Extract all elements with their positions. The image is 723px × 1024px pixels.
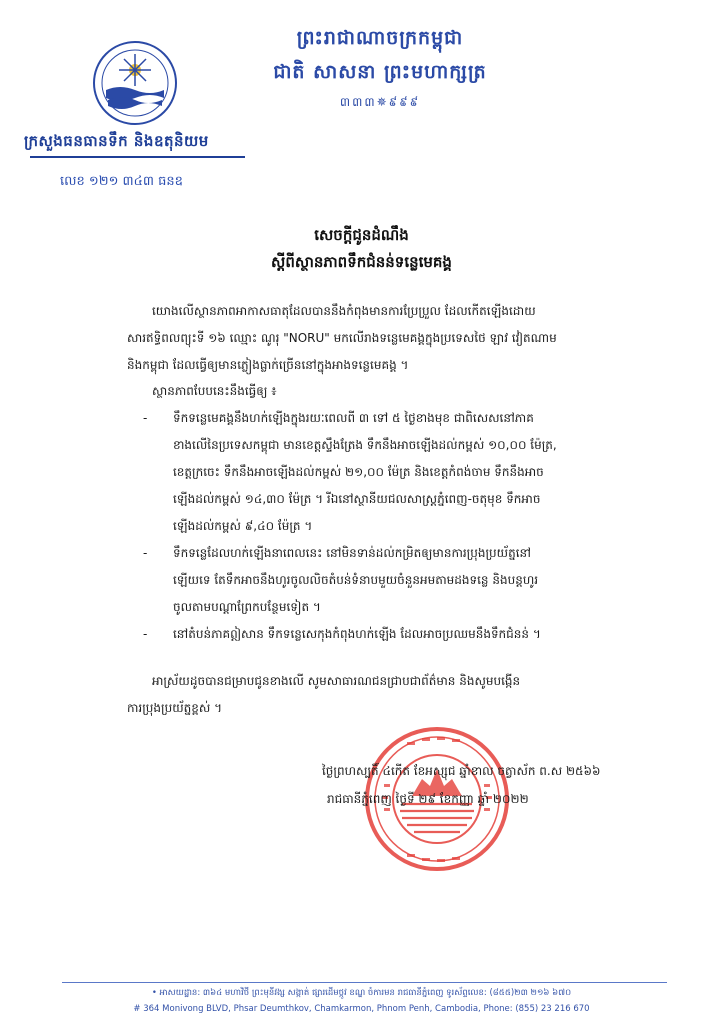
paragraph-line: សារឥទ្ធិពលព្យុះទី ១៦ ឈ្មោះ ណូរុ "NORU" មកលើរាងទន្លេមេគង្គក្នុងប្រទេសថៃ ឡាវ វៀតណាម <box>127 331 557 345</box>
list-item <box>143 405 663 540</box>
ministry-logo-icon <box>92 40 178 126</box>
list-item <box>143 540 663 621</box>
solar-date: រាជធានីភ្នំពេញ ថ្ងៃទី ២៩ ខែកញ្ញា ឆ្នាំ ២០២២ <box>327 792 529 806</box>
ornament-line: ៣៣៣✵៩៩៩ <box>339 95 421 109</box>
notice-subtitle: ស្តីពីស្ថានភាពទឹកជំនន់ទន្លេមេគង្គ <box>271 253 452 271</box>
closing-paragraph <box>127 668 657 722</box>
paragraph-line: អាស្រ័យដូចបានជម្រាបជូនខាងលើ សូមសាធារណជនជ្រាបជាព័ត៌មាន និងសូមបង្កើន <box>152 674 521 688</box>
reference-number: លេខ ១២១ ៣៤៣ ធនឧ <box>60 174 183 189</box>
situation-intro: ស្ថានភាពបែបនេះនឹងធ្វើឲ្យ ៖ <box>152 384 277 398</box>
footer-address-kh: • អាសយដ្ឋាន: ៣៦៤ មហាវិថី ព្រះមុនីវង្ស សង្កាត់ ផ្សារដើមថ្កូវ ខណ្ឌ ចំការមន រាជធានីភ្នំពេញ ទូរស័ព្ទលេខ: (៨៥៥)២៣ ២១៦ ៦៧០ <box>151 988 572 998</box>
intro-paragraph <box>127 298 657 379</box>
paragraph-line: និងកម្ពុជា ដែលធ្វើឲ្យមានភ្លៀងធ្លាក់ច្រើននៅក្នុងអាងទន្លេមេគង្គ ។ <box>127 358 409 372</box>
impact-list <box>143 405 663 648</box>
royal-header <box>230 26 530 112</box>
footer-address-en: # 364 Monivong BLVD, Phsar Deumthkov, Chamkarmon, Phnom Penh, Cambodia, Phone: (855) 23 216 670 <box>133 1004 590 1014</box>
list-line: - ទឹកទន្លេដែលហក់ឡើងនាពេលនេះ នៅមិនទាន់ដល់កម្រិតឲ្យមានការប្រុងប្រយ័ត្ននៅ <box>173 546 531 560</box>
list-line: ឡើងដល់កម្ពស់ ១៤,៣០ ម៉ែត្រ ។ រីឯនៅស្ថានីយជលសាស្ត្រភ្នំពេញ-ចតុមុខ ទឹកអាច <box>173 492 541 506</box>
list-line: ឡើងដល់កម្ពស់ ៩,៤០ ម៉ែត្រ ។ <box>173 519 313 533</box>
list-line: ឡើយទេ តែទឹកអាចនឹងហូរចូលលិចតំបន់ទំនាបមួយចំនួនអមតាមដងទន្លេ និងបន្តហូរ <box>173 573 539 587</box>
list-line: - នៅតំបន់ភាគឦសាន ទឹកទន្លេសេកុងកំពុងហក់ឡើង ដែលអាចប្រឈមនឹងទឹកជំនន់ ។ <box>173 627 541 641</box>
paragraph-line: ការប្រុងប្រយ័ត្នខ្ពស់ ។ <box>127 701 223 715</box>
notice-title: សេចក្តីជូនដំណឹង <box>314 226 409 244</box>
list-line: ចូលតាមបណ្តាព្រែកបន្ថែមទៀត ។ <box>173 600 321 614</box>
list-line: ខាងលើនៃប្រទេសកម្ពុជា មានខេត្តស្ទឹងត្រែង ទឹកនឹងអាចឡើងដល់កម្ពស់ ១០,០០ ម៉ែត្រ, <box>173 438 557 452</box>
list-item <box>143 621 663 648</box>
ministry-name: ក្រសួងធនធានទឹក និងឧតុនិយម <box>24 132 209 150</box>
footer-rule <box>62 982 667 983</box>
lunar-date: ថ្ងៃព្រហស្បតិ៍ ៤កើត ខែអស្សុជ ឆ្នាំខាល ចត្វាស័ក ព.ស ២៥៦៦ <box>322 764 601 778</box>
list-line: ខេត្តក្រចេះ ទឹកនឹងអាចឡើងដល់កម្ពស់ ២១,០០ ម៉ែត្រ និងខេត្តកំពង់ចាម ទឹកនឹងអាច <box>173 465 544 479</box>
kingdom-line: ព្រះរាជាណាចក្រកម្ពុជា <box>296 27 464 49</box>
motto-line: ជាតិ សាសនា ព្រះមហាក្សត្រ <box>273 61 487 83</box>
ministry-underline <box>30 156 245 158</box>
list-line: - ទឹកទន្លេមេគង្គនឹងហក់ឡើងក្នុងរយៈពេលពី ៣ ទៅ ៥ ថ្ងៃខាងមុខ ជាពិសេសនៅភាគ <box>173 411 534 425</box>
paragraph-line: យោងលើស្ថានភាពអាកាសធាតុដែលបាននឹងកំពុងមានការប្រែប្រួល ដែលកើតឡើងដោយ <box>152 304 536 318</box>
